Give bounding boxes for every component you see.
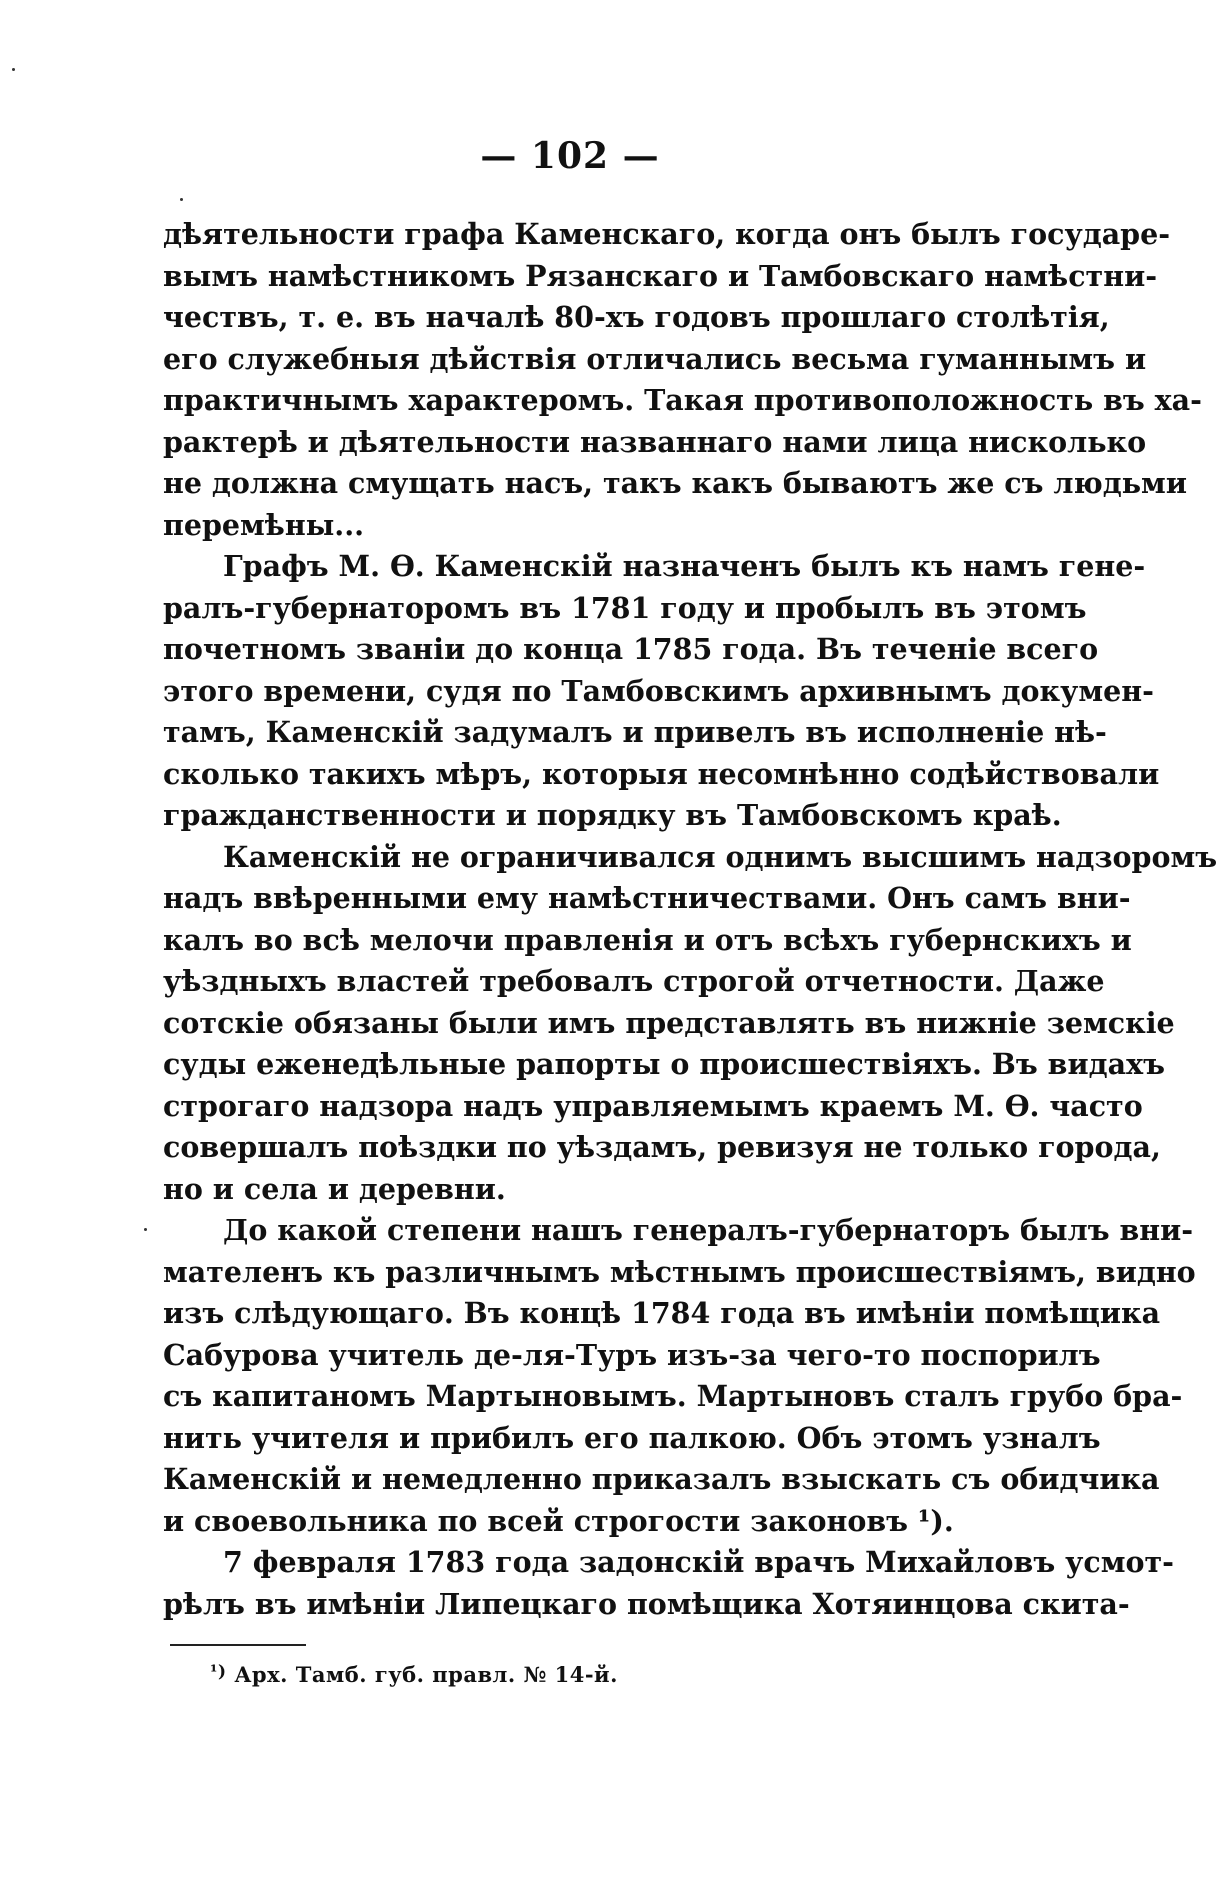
text-line: и своевольника по всей строгости законовъ ¹). xyxy=(163,1503,954,1538)
text-line: ралъ-губернаторомъ въ 1781 году и пробылъ въ этомъ xyxy=(163,590,1087,625)
text-line: перемѣны... xyxy=(163,507,365,542)
text-line: чествъ, т. е. въ началѣ 80-хъ годовъ прошлаго столѣтія, xyxy=(163,300,1110,334)
text-line: тамъ, Каменскій задумалъ и привелъ въ исполненіе нѣ- xyxy=(163,715,1107,749)
text-line: Графъ М. Ѳ. Каменскій назначенъ былъ къ намъ гене- xyxy=(223,549,1146,583)
text-line: нить учителя и прибилъ его палкою. Объ этомъ узналъ xyxy=(163,1420,1101,1455)
text-line: рактерѣ и дѣятельности названнаго нами лица нисколько xyxy=(163,424,1147,459)
footnote-rule xyxy=(170,1644,306,1646)
print-speck xyxy=(180,198,183,201)
text-line: практичнымъ характеромъ. Такая противоположность въ ха- xyxy=(163,383,1202,417)
text-line: его служебныя дѣйствія отличались весьма гуманнымъ и xyxy=(163,341,1147,376)
text-line: Каменскій не ограничивался однимъ высшимъ надзоромъ xyxy=(223,839,1217,874)
text-line: съ капитаномъ Мартыновымъ. Мартыновъ сталъ грубо бра- xyxy=(163,1379,1183,1413)
text-line: изъ слѣдующаго. Въ концѣ 1784 года въ имѣніи помѣщика xyxy=(163,1296,1161,1330)
print-speck xyxy=(144,1228,147,1231)
footnote-mark: ¹) xyxy=(210,1662,227,1682)
text-line: сколько такихъ мѣръ, которыя несомнѣнно содѣйствовали xyxy=(163,756,1160,791)
text-line: не должна смущать насъ, такъ какъ бываютъ же съ людьми xyxy=(163,466,1187,500)
text-line: строгаго надзора надъ управляемымъ краемъ М. Ѳ. часто xyxy=(163,1088,1143,1123)
text-line: Сабурова учитель де-ля-Туръ изъ-за чего-то поспорилъ xyxy=(163,1337,1101,1372)
text-line: дѣятельности графа Каменскаго, когда онъ былъ государе- xyxy=(163,217,1171,251)
text-line: почетномъ званіи до конца 1785 года. Въ теченіе всего xyxy=(163,632,1099,666)
print-speck xyxy=(12,68,15,71)
text-line: но и села и деревни. xyxy=(163,1171,506,1206)
footnote-text: Арх. Тамб. губ. правл. № 14-й. xyxy=(234,1662,618,1687)
text-line: вымъ намѣстникомъ Рязанскаго и Тамбовскаго намѣстни- xyxy=(163,258,1158,293)
text-line: калъ во всѣ мелочи правленія и отъ всѣхъ губернскихъ и xyxy=(163,922,1132,957)
text-line: До какой степени нашъ генералъ-губернаторъ былъ вни- xyxy=(223,1213,1194,1247)
text-line: уѣздныхъ властей требовалъ строгой отчетности. Даже xyxy=(163,964,1105,998)
text-line: этого времени, судя по Тамбовскимъ архивнымъ докумен- xyxy=(163,673,1154,708)
text-line: гражданственности и порядку въ Тамбовскомъ краѣ. xyxy=(163,798,1062,832)
text-line: рѣлъ въ имѣніи Липецкаго помѣщика Хотяинцова скита- xyxy=(163,1586,1130,1621)
text-line: надъ ввѣренными ему намѣстничествами. Онъ самъ вни- xyxy=(163,881,1131,915)
body-text xyxy=(163,214,1217,1625)
text-line: суды еженедѣльные рапорты о происшествіяхъ. Въ видахъ xyxy=(163,1047,1165,1081)
text-line: совершалъ поѣздки по уѣздамъ, ревизуя не только города, xyxy=(163,1130,1161,1164)
text-line: 7 февраля 1783 года задонскій врачъ Михайловъ усмот- xyxy=(223,1545,1174,1579)
text-line: Каменскій и немедленно приказалъ взыскать съ обидчика xyxy=(163,1462,1160,1496)
text-line: мателенъ къ различнымъ мѣстнымъ происшествіямъ, видно xyxy=(163,1254,1196,1289)
text-line: сотскіе обязаны были имъ представлять въ нижніе земскіе xyxy=(163,1005,1175,1040)
footnote xyxy=(210,1662,618,1687)
page-number: — 102 — xyxy=(480,135,660,177)
